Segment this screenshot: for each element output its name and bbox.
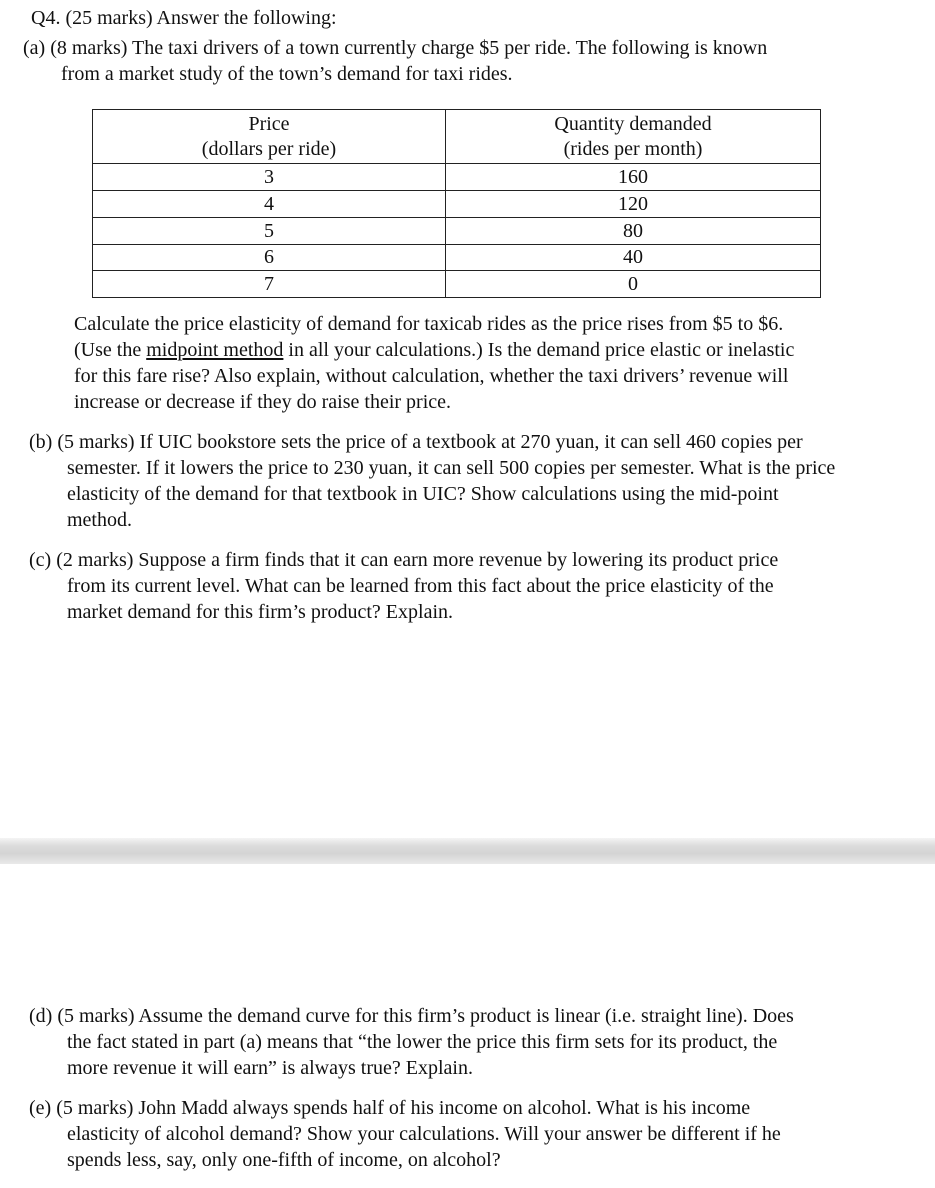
quantity-cell: 40 <box>446 244 821 271</box>
part-b-line: (b) (5 marks) If UIC bookstore sets the price of a textbook at 270 yuan, it can sell 460 copies per <box>29 431 803 453</box>
part-b-line: semester. If it lowers the price to 230 yuan, it can sell 500 copies per semester. What is the price <box>67 457 836 479</box>
part-d-line: more revenue it will earn” is always true? Explain. <box>67 1057 473 1079</box>
table-row <box>93 244 821 271</box>
part-e-line: spends less, say, only one-fifth of income, on alcohol? <box>67 1149 501 1171</box>
price-cell: 3 <box>93 164 446 191</box>
table-row <box>93 164 821 191</box>
part-a-question-line: Calculate the price elasticity of demand for taxicab rides as the price rises from $5 to $6. <box>74 313 784 335</box>
part-a-intro-line: (a) (8 marks) The taxi drivers of a town currently charge $5 per ride. The following is known <box>23 37 768 59</box>
quantity-cell: 120 <box>446 191 821 218</box>
table-row <box>93 217 821 244</box>
price-header <box>93 110 446 164</box>
price-cell: 6 <box>93 244 446 271</box>
price-header-unit: (dollars per ride) <box>201 137 337 160</box>
demand-table <box>92 109 821 298</box>
quantity-cell: 80 <box>446 217 821 244</box>
part-a-text: (Use the <box>74 339 147 361</box>
part-d-line: (d) (5 marks) Assume the demand curve for this firm’s product is linear (i.e. straight line). Does <box>29 1005 794 1027</box>
part-c-line: from its current level. What can be learned from this fact about the price elasticity of the <box>67 575 774 597</box>
part-a-question-line: increase or decrease if they do raise their price. <box>74 391 452 413</box>
part-e-line: elasticity of alcohol demand? Show your calculations. Will your answer be different if he <box>67 1123 781 1145</box>
part-a-question-line: for this fare rise? Also explain, without calculation, whether the taxi drivers’ revenue will <box>74 365 789 387</box>
price-cell: 4 <box>93 191 446 218</box>
price-cell: 7 <box>93 271 446 298</box>
quantity-header-label: Quantity demanded <box>554 112 712 135</box>
price-header-label: Price <box>248 112 290 135</box>
page-divider <box>0 838 935 864</box>
quantity-header <box>446 110 821 164</box>
part-c-line: (c) (2 marks) Suppose a firm finds that it can earn more revenue by lowering its product price <box>29 549 779 571</box>
table-row <box>93 271 821 298</box>
price-cell: 5 <box>93 217 446 244</box>
part-d-line: the fact stated in part (a) means that “the lower the price this firm sets for its product, the <box>67 1031 778 1053</box>
part-a-intro-line: from a market study of the town’s demand for taxi rides. <box>61 63 513 85</box>
part-a-text: in all your calculations.) Is the demand price elastic or inelastic <box>283 339 795 361</box>
table-row <box>93 191 821 218</box>
part-b-line: elasticity of the demand for that textbook in UIC? Show calculations using the mid-point <box>67 483 779 505</box>
quantity-cell: 160 <box>446 164 821 191</box>
quantity-cell: 0 <box>446 271 821 298</box>
question-title: Q4. (25 marks) Answer the following: <box>31 7 337 29</box>
quantity-header-unit: (rides per month) <box>563 137 703 160</box>
part-b-line: method. <box>67 509 132 531</box>
midpoint-method-term: midpoint method <box>146 339 284 361</box>
table-header-row <box>93 110 821 164</box>
part-c-line: market demand for this firm’s product? Explain. <box>67 601 454 623</box>
part-e-line: (e) (5 marks) John Madd always spends half of his income on alcohol. What is his income <box>29 1097 751 1119</box>
part-a-question-line <box>74 337 794 363</box>
